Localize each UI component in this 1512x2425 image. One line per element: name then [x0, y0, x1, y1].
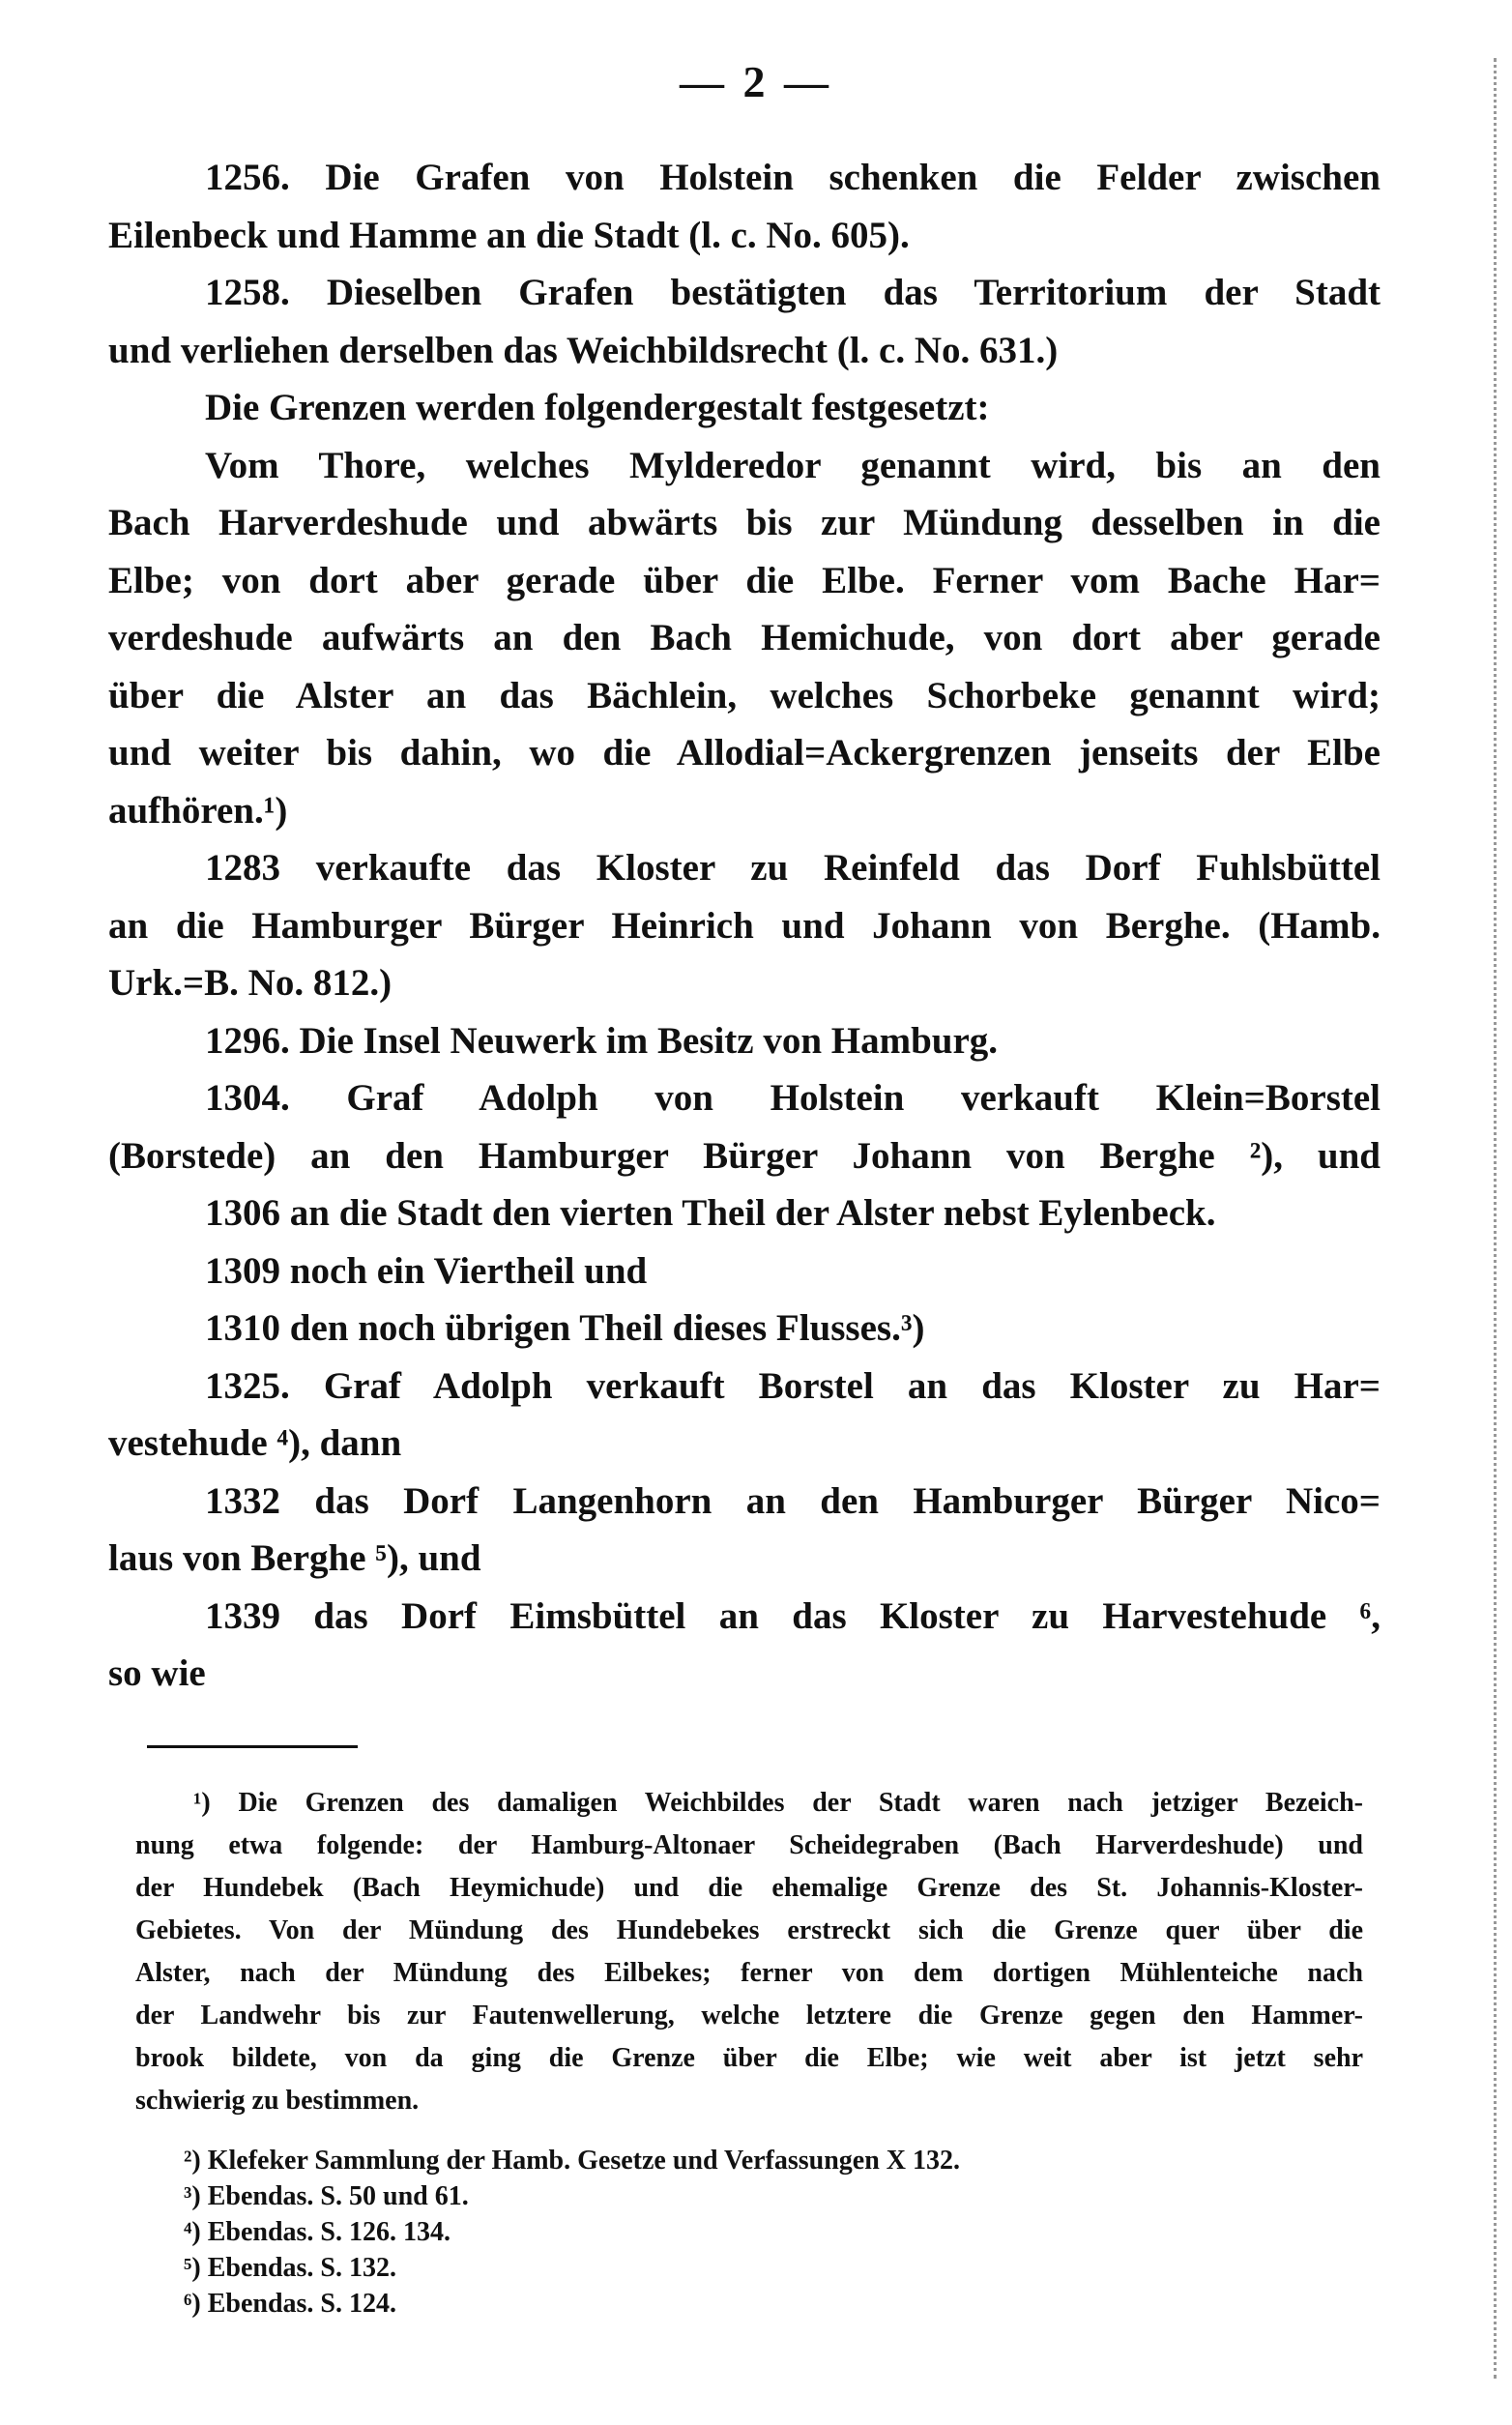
- text-line: 1310 den noch übrigen Theil dieses Flusses.³): [205, 1307, 925, 1349]
- text-line: vestehude ⁴), dann: [108, 1422, 402, 1464]
- footnote-divider: [147, 1745, 358, 1748]
- footnote-line: brook bildete, von da ging die Grenze über die Elbe; wie weit aber ist jetzt sehr: [135, 2043, 1363, 2073]
- text-line: Vom Thore, welches Mylderedor genannt wird, bis an den: [205, 444, 1381, 486]
- page-number: — 2 —: [680, 57, 832, 106]
- text-line: 1256. Die Grafen von Holstein schenken die Felder zwischen: [205, 157, 1381, 198]
- footnotes-list: [184, 2143, 1247, 2322]
- text-line: Die Grenzen werden folgendergestalt festgesetzt:: [205, 387, 990, 428]
- footnote-5: ⁵) Ebendas. S. 132.: [184, 2253, 397, 2283]
- text-line: (Borstede) an den Hamburger Bürger Johann von Berghe ²), und: [108, 1134, 1381, 1177]
- text-line: so wie: [108, 1652, 206, 1694]
- text-line: an die Hamburger Bürger Heinrich und Johann von Berghe. (Hamb.: [108, 904, 1381, 947]
- text-line: Bach Harverdeshude und abwärts bis zur Mündung desselben in die: [108, 502, 1381, 543]
- footnote-line: der Landwehr bis zur Fautenwellerung, welche letztere die Grenze gegen den Hammer-: [135, 2001, 1363, 2031]
- text-line: 1325. Graf Adolph verkauft Borstel an das Kloster zu Har=: [205, 1364, 1381, 1407]
- text-line: und weiter bis dahin, wo die Allodial=Ackergrenzen jenseits der Elbe: [108, 732, 1381, 774]
- text-line: aufhören.¹): [108, 789, 288, 832]
- footnote-3: ³) Ebendas. S. 50 und 61.: [184, 2181, 469, 2211]
- text-line: 1306 an die Stadt den vierten Theil der Alster nebst Eylenbeck.: [205, 1192, 1216, 1234]
- footnote-line: Alster, nach der Mündung des Eilbekes; ferner von dem dortigen Mühlenteiche nach: [135, 1958, 1363, 1988]
- text-line: verdeshude aufwärts an den Bach Hemichude, von dort aber gerade: [108, 617, 1381, 658]
- text-line: und verliehen derselben das Weichbildsrecht (l. c. No. 631.): [108, 329, 1059, 371]
- text-line: 1258. Dieselben Grafen bestätigten das Territorium der Stadt: [205, 272, 1381, 313]
- footnote-line: schwierig zu bestimmen.: [135, 2086, 420, 2116]
- main-text: [108, 149, 1381, 1703]
- footnote-4: ⁴) Ebendas. S. 126. 134.: [184, 2217, 451, 2247]
- text-line: 1304. Graf Adolph von Holstein verkauft Klein=Borstel: [205, 1077, 1381, 1119]
- text-line: Elbe; von dort aber gerade über die Elbe. Ferner vom Bache Har=: [108, 559, 1381, 601]
- text-line: laus von Berghe ⁵), und: [108, 1537, 481, 1579]
- footnote-6: ⁶) Ebendas. S. 124.: [184, 2289, 397, 2319]
- text-line: Eilenbeck und Hamme an die Stadt (l. c. No. 605).: [108, 214, 910, 256]
- text-line: 1309 noch ein Viertheil und: [205, 1249, 648, 1292]
- text-line: 1296. Die Insel Neuwerk im Besitz von Hamburg.: [205, 1019, 999, 1062]
- scan-edge-artifact: [1494, 58, 1497, 2379]
- footnote-line: nung etwa folgende: der Hamburg-Altonaer Scheidegraben (Bach Harverdeshude) und: [135, 1830, 1363, 1860]
- text-line: 1332 das Dorf Langenhorn an den Hamburger Bürger Nico=: [205, 1479, 1381, 1522]
- footnote-line: Gebietes. Von der Mündung des Hundebekes erstreckt sich die Grenze quer über die: [135, 1915, 1363, 1945]
- text-line: 1283 verkaufte das Kloster zu Reinfeld das Dorf Fuhlsbüttel: [205, 847, 1381, 889]
- text-line: Urk.=B. No. 812.): [108, 962, 393, 1004]
- text-line: 1339 das Dorf Eimsbüttel an das Kloster zu Harvestehude ⁶,: [205, 1594, 1381, 1637]
- footnote-line: der Hundebek (Bach Heymichude) und die ehemalige Grenze des St. Johannis-Kloster-: [135, 1873, 1363, 1903]
- footnote-line: ¹) Die Grenzen des damaligen Weichbildes der Stadt waren nach jetziger Bezeich-: [193, 1788, 1363, 1818]
- footnote-2: ²) Klefeker Sammlung der Hamb. Gesetze und Verfassungen X 132.: [184, 2146, 961, 2176]
- text-line: über die Alster an das Bächlein, welches Schorbeke genannt wird;: [108, 674, 1381, 716]
- footnote-1: [135, 1782, 1363, 2122]
